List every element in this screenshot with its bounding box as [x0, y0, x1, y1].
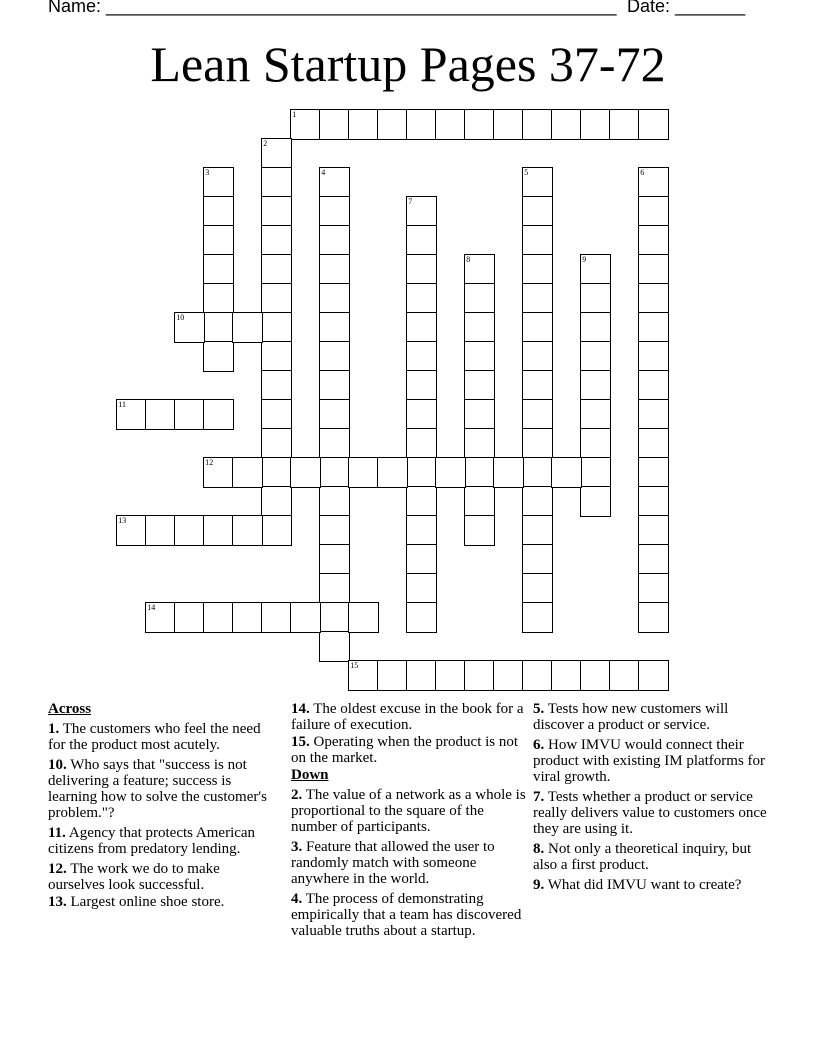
crossword-cell[interactable]	[203, 196, 234, 227]
crossword-cell[interactable]	[203, 602, 234, 633]
clue-down-8	[533, 841, 768, 873]
clue-down-2	[291, 787, 526, 835]
crossword-cell[interactable]	[174, 602, 205, 633]
crossword-cell[interactable]	[638, 544, 669, 575]
crossword-cell[interactable]	[261, 283, 292, 314]
crossword-cell[interactable]	[319, 109, 350, 140]
crossword-cell[interactable]	[580, 457, 611, 488]
clue-across-1	[48, 721, 278, 753]
clue-across-10	[48, 757, 278, 821]
clue-number: 2.	[291, 787, 303, 803]
crossword-cell[interactable]	[290, 457, 321, 488]
crossword-cell[interactable]	[522, 399, 553, 430]
clue-number: 14.	[291, 701, 310, 717]
cell-number: 2	[263, 139, 268, 149]
clue-number: 1.	[48, 721, 60, 737]
crossword-cell[interactable]	[580, 370, 611, 401]
crossword-cell[interactable]	[464, 457, 495, 488]
crossword-cell[interactable]	[435, 457, 466, 488]
crossword-cell[interactable]	[348, 457, 379, 488]
crossword-cell[interactable]	[377, 457, 408, 488]
clue-number: 10.	[48, 757, 67, 773]
crossword-cell[interactable]	[319, 486, 350, 517]
crossword-cell[interactable]	[290, 109, 321, 140]
clue-number: 13.	[48, 894, 67, 910]
crossword-cell[interactable]	[522, 544, 553, 575]
crossword-cell[interactable]	[638, 312, 669, 343]
crossword-cell[interactable]	[174, 312, 205, 343]
cell-number: 8	[466, 255, 471, 265]
crossword-cell[interactable]	[580, 254, 611, 285]
crossword-cell[interactable]	[203, 225, 234, 256]
crossword-cell[interactable]	[580, 109, 611, 140]
crossword-cell[interactable]	[522, 428, 553, 459]
crossword-cell[interactable]	[522, 370, 553, 401]
crossword-cell[interactable]	[261, 167, 292, 198]
crossword-cell[interactable]	[406, 515, 437, 546]
crossword-cell[interactable]	[551, 457, 582, 488]
crossword-cell[interactable]	[261, 399, 292, 430]
crossword-cell[interactable]	[319, 370, 350, 401]
cell-number: 3	[205, 168, 210, 178]
crossword-cell[interactable]	[522, 660, 553, 691]
crossword-cell[interactable]	[203, 167, 234, 198]
crossword-cell[interactable]	[638, 341, 669, 372]
crossword-cell[interactable]	[638, 196, 669, 227]
crossword-cell[interactable]	[464, 370, 495, 401]
crossword-cell[interactable]	[319, 167, 350, 198]
crossword-cell[interactable]	[493, 660, 524, 691]
crossword-cell[interactable]	[638, 225, 669, 256]
crossword-cell[interactable]	[406, 109, 437, 140]
cell-number: 5	[524, 168, 529, 178]
crossword-cell[interactable]	[464, 283, 495, 314]
crossword-cell[interactable]	[551, 660, 582, 691]
clue-across-11	[48, 825, 278, 857]
crossword-cell[interactable]	[522, 254, 553, 285]
crossword-cell[interactable]	[406, 573, 437, 604]
clue-number: 9.	[533, 877, 545, 893]
crossword-cell[interactable]	[261, 457, 292, 488]
clue-number: 7.	[533, 789, 545, 805]
crossword-cell[interactable]	[174, 515, 205, 546]
crossword-cell[interactable]	[580, 660, 611, 691]
crossword-cell[interactable]	[406, 312, 437, 343]
crossword-cell[interactable]	[145, 399, 176, 430]
crossword-cell[interactable]	[319, 457, 350, 488]
cell-number: 4	[321, 168, 326, 178]
page-title: Lean Startup Pages 37-72	[150, 36, 666, 92]
crossword-cell[interactable]	[580, 399, 611, 430]
cell-number: 11	[118, 400, 126, 410]
crossword-cell[interactable]	[638, 602, 669, 633]
clue-down-3	[291, 839, 526, 887]
crossword-cell[interactable]	[261, 312, 292, 343]
crossword-cell[interactable]	[522, 341, 553, 372]
crossword-cell[interactable]	[638, 109, 669, 140]
crossword-cell[interactable]	[464, 515, 495, 546]
crossword-cell[interactable]	[609, 660, 640, 691]
crossword-cell[interactable]	[406, 428, 437, 459]
crossword-cell[interactable]	[493, 457, 524, 488]
crossword-cell[interactable]	[435, 109, 466, 140]
clue-number: 11.	[48, 825, 66, 841]
clue-number: 15.	[291, 734, 310, 750]
cell-number: 1	[292, 110, 297, 120]
crossword-cell[interactable]	[261, 602, 292, 633]
clue-text: Largest online shoe store.	[70, 894, 225, 910]
crossword-cell[interactable]	[464, 341, 495, 372]
crossword-cell[interactable]	[348, 660, 379, 691]
crossword-cell[interactable]	[348, 602, 379, 633]
crossword-cell[interactable]	[377, 109, 408, 140]
crossword-cell[interactable]	[174, 399, 205, 430]
crossword-cell[interactable]	[638, 660, 669, 691]
clue-text: Feature that allowed the user to randomly match with someone anywhere in the world.	[291, 839, 495, 887]
crossword-cell[interactable]	[406, 544, 437, 575]
crossword-cell[interactable]	[319, 515, 350, 546]
cell-number: 9	[582, 255, 587, 265]
down-heading: Down	[291, 767, 329, 783]
crossword-cell[interactable]	[203, 399, 234, 430]
crossword-cell[interactable]	[261, 515, 292, 546]
cell-number: 12	[205, 458, 214, 468]
crossword-cell[interactable]	[638, 283, 669, 314]
crossword-cell[interactable]	[551, 109, 582, 140]
clue-down-5	[533, 701, 768, 733]
name-field[interactable]: Name: ___________________________________________________	[48, 0, 617, 16]
clue-text: Tests whether a product or service really delivers value to customers once they are using it.	[533, 789, 767, 837]
crossword-cell[interactable]	[319, 428, 350, 459]
clue-text: How IMVU would connect their product with existing IM platforms for viral growth.	[533, 737, 766, 785]
cell-number: 13	[118, 516, 127, 526]
crossword-cell[interactable]	[493, 109, 524, 140]
clue-text: Who says that "success is not delivering a feature; success is learning how to solve the customer's problem."?	[48, 757, 267, 821]
crossword-cell[interactable]	[145, 602, 176, 633]
crossword-cell[interactable]	[116, 399, 147, 430]
crossword-cell[interactable]	[145, 515, 176, 546]
crossword-cell[interactable]	[261, 341, 292, 372]
crossword-cell[interactable]	[348, 109, 379, 140]
crossword-cell[interactable]	[638, 167, 669, 198]
crossword-cell[interactable]	[290, 602, 321, 633]
crossword-cell[interactable]	[203, 341, 234, 372]
clue-number: 12.	[48, 861, 67, 877]
crossword-cell[interactable]	[638, 370, 669, 401]
cell-number: 14	[147, 603, 156, 613]
crossword-cell[interactable]	[464, 109, 495, 140]
crossword-cell[interactable]	[406, 370, 437, 401]
crossword-cell[interactable]	[203, 283, 234, 314]
clue-across-15	[291, 734, 526, 766]
crossword-cell[interactable]	[638, 573, 669, 604]
cell-number: 10	[176, 313, 185, 323]
crossword-cell[interactable]	[522, 283, 553, 314]
crossword-cell[interactable]	[638, 515, 669, 546]
clue-text: The oldest excuse in the book for a failure of execution.	[291, 701, 524, 733]
crossword-cell[interactable]	[580, 428, 611, 459]
crossword-cell[interactable]	[609, 109, 640, 140]
crossword-cell[interactable]	[435, 660, 466, 691]
clue-text: What did IMVU want to create?	[547, 877, 742, 893]
crossword-cell[interactable]	[406, 341, 437, 372]
clues-column-3	[533, 701, 768, 897]
crossword-cell[interactable]	[319, 573, 350, 604]
clue-text: Agency that protects American citizens from predatory lending.	[48, 825, 256, 857]
crossword-cell[interactable]	[638, 486, 669, 517]
crossword-cell[interactable]	[319, 602, 350, 633]
crossword-cell[interactable]	[522, 486, 553, 517]
crossword-cell[interactable]	[464, 399, 495, 430]
date-field[interactable]: Date: _______	[627, 0, 746, 16]
crossword-cell[interactable]	[377, 660, 408, 691]
crossword-cell[interactable]	[261, 196, 292, 227]
clue-across-13	[48, 894, 278, 910]
crossword-cell[interactable]	[319, 341, 350, 372]
clue-across-12	[48, 861, 278, 893]
clue-text: Tests how new customers will discover a product or service.	[533, 701, 729, 733]
crossword-cell[interactable]	[406, 457, 437, 488]
crossword-cell[interactable]	[203, 515, 234, 546]
crossword-cell[interactable]	[406, 196, 437, 227]
crossword-cell[interactable]	[319, 196, 350, 227]
crossword-cell[interactable]	[464, 312, 495, 343]
crossword-cell[interactable]	[319, 254, 350, 285]
crossword-cell[interactable]	[522, 225, 553, 256]
clue-text: The process of demonstrating empirically that a team has discovered valuable truths about a startup.	[291, 891, 522, 939]
clue-text: Operating when the product is not on the market.	[291, 734, 519, 766]
crossword-cell[interactable]	[232, 457, 263, 488]
across-heading: Across	[48, 701, 92, 717]
crossword-cell[interactable]	[406, 283, 437, 314]
clue-text: The value of a network as a whole is proportional to the square of the number of participants.	[291, 787, 526, 835]
clue-number: 5.	[533, 701, 545, 717]
crossword-cell[interactable]	[464, 486, 495, 517]
crossword-cell[interactable]	[522, 515, 553, 546]
crossword-cell[interactable]	[406, 602, 437, 633]
cell-number: 15	[350, 661, 359, 671]
crossword-cell[interactable]	[319, 399, 350, 430]
crossword-cell[interactable]	[580, 312, 611, 343]
crossword-cell[interactable]	[116, 515, 147, 546]
clue-number: 3.	[291, 839, 303, 855]
crossword-cell[interactable]	[319, 544, 350, 575]
crossword-cell[interactable]	[232, 602, 263, 633]
clue-number: 6.	[533, 737, 545, 753]
crossword-cell[interactable]	[232, 312, 263, 343]
clue-text: The work we do to make ourselves look successful.	[48, 861, 220, 893]
crossword-cell[interactable]	[638, 457, 669, 488]
crossword-cell[interactable]	[319, 283, 350, 314]
crossword-cell[interactable]	[522, 457, 553, 488]
crossword-cell[interactable]	[203, 457, 234, 488]
cell-number: 7	[408, 197, 413, 207]
crossword-cell[interactable]	[638, 254, 669, 285]
crossword-cell[interactable]	[580, 283, 611, 314]
clue-number: 4.	[291, 891, 303, 907]
crossword-cell[interactable]	[522, 109, 553, 140]
crossword-cell[interactable]	[638, 399, 669, 430]
crossword-cell[interactable]	[522, 312, 553, 343]
clue-text: The customers who feel the need for the product most acutely.	[48, 721, 261, 753]
crossword-cell[interactable]	[261, 138, 292, 169]
crossword-cell[interactable]	[203, 312, 234, 343]
crossword-cell[interactable]	[203, 254, 234, 285]
crossword-cell[interactable]	[261, 225, 292, 256]
cell-number: 6	[640, 168, 645, 178]
crossword-cell[interactable]	[464, 660, 495, 691]
crossword-cell[interactable]	[638, 428, 669, 459]
crossword-cell[interactable]	[319, 631, 350, 662]
crossword-cell[interactable]	[580, 341, 611, 372]
clue-down-7	[533, 789, 768, 837]
crossword-cell[interactable]	[522, 602, 553, 633]
crossword-cell[interactable]	[406, 225, 437, 256]
clue-number: 8.	[533, 841, 545, 857]
crossword-cell[interactable]	[406, 660, 437, 691]
crossword-cell[interactable]	[522, 196, 553, 227]
clues-column-1	[48, 701, 278, 914]
crossword-cell[interactable]	[464, 428, 495, 459]
crossword-cell[interactable]	[261, 428, 292, 459]
clue-text: Not only a theoretical inquiry, but also a first product.	[533, 841, 752, 873]
crossword-cell[interactable]	[522, 167, 553, 198]
crossword-cell[interactable]	[406, 399, 437, 430]
crossword-cell[interactable]	[261, 486, 292, 517]
crossword-cell[interactable]	[522, 573, 553, 604]
crossword-cell[interactable]	[319, 312, 350, 343]
crossword-cell[interactable]	[261, 254, 292, 285]
clues-column-2	[291, 701, 526, 943]
crossword-cell[interactable]	[464, 254, 495, 285]
crossword-cell[interactable]	[580, 486, 611, 517]
clue-down-4	[291, 891, 526, 939]
crossword-cell[interactable]	[406, 486, 437, 517]
crossword-cell[interactable]	[232, 515, 263, 546]
crossword-cell[interactable]	[319, 225, 350, 256]
crossword-cell[interactable]	[261, 370, 292, 401]
clue-down-6	[533, 737, 768, 785]
clue-across-14	[291, 701, 526, 733]
crossword-cell[interactable]	[406, 254, 437, 285]
clue-down-9	[533, 877, 768, 893]
